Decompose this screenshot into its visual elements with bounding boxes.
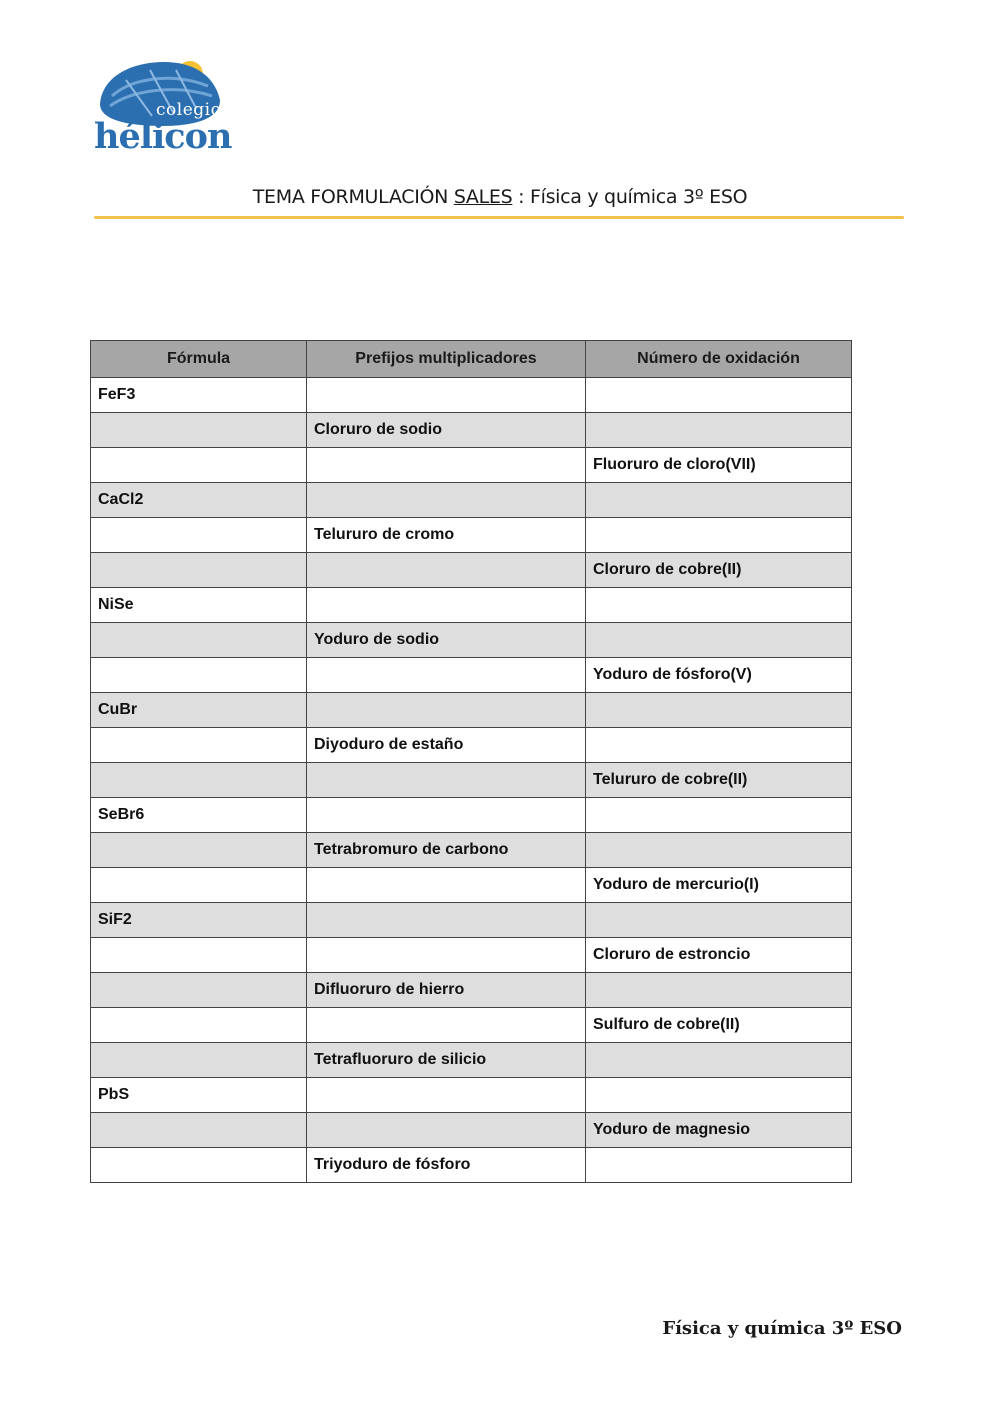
oxidation-cell[interactable] [586, 623, 852, 658]
oxidation-cell[interactable]: Sulfuro de cobre(II) [586, 1008, 852, 1043]
oxidation-cell[interactable] [586, 1043, 852, 1078]
table-row [91, 973, 852, 1008]
logo-brand-text: hélicon [94, 116, 232, 157]
header-rule [94, 216, 904, 219]
prefixes-cell[interactable] [307, 658, 586, 693]
table-row [91, 903, 852, 938]
oxidation-cell[interactable]: Yoduro de mercurio(I) [586, 868, 852, 903]
title-prefix: TEMA FORMULACIÓN [252, 186, 454, 208]
formulation-table [90, 340, 852, 1183]
formula-cell[interactable]: SiF2 [91, 903, 307, 938]
prefixes-cell[interactable]: Tetrafluoruro de silicio [307, 1043, 586, 1078]
prefixes-cell[interactable] [307, 693, 586, 728]
prefixes-cell[interactable]: Tetrabromuro de carbono [307, 833, 586, 868]
formula-cell[interactable]: SeBr6 [91, 798, 307, 833]
prefixes-cell[interactable] [307, 903, 586, 938]
formula-cell[interactable] [91, 448, 307, 483]
page-title [0, 186, 1000, 208]
formula-cell[interactable] [91, 728, 307, 763]
prefixes-cell[interactable] [307, 868, 586, 903]
footer-text: Física y química 3º ESO [662, 1318, 902, 1339]
oxidation-cell[interactable] [586, 903, 852, 938]
prefixes-cell[interactable] [307, 378, 586, 413]
prefixes-cell[interactable]: Triyoduro de fósforo [307, 1148, 586, 1183]
prefixes-cell[interactable] [307, 938, 586, 973]
formula-cell[interactable] [91, 413, 307, 448]
formula-cell[interactable] [91, 973, 307, 1008]
formula-cell[interactable]: CuBr [91, 693, 307, 728]
oxidation-cell[interactable] [586, 413, 852, 448]
formula-cell[interactable]: FeF3 [91, 378, 307, 413]
oxidation-cell[interactable]: Yoduro de magnesio [586, 1113, 852, 1148]
formula-cell[interactable]: NiSe [91, 588, 307, 623]
table-row [91, 518, 852, 553]
oxidation-cell[interactable]: Fluoruro de cloro(VII) [586, 448, 852, 483]
table-row [91, 658, 852, 693]
formula-cell[interactable]: PbS [91, 1078, 307, 1113]
table-row [91, 1078, 852, 1113]
formula-cell[interactable] [91, 553, 307, 588]
prefixes-cell[interactable] [307, 588, 586, 623]
table-row [91, 553, 852, 588]
oxidation-cell[interactable]: Yoduro de fósforo(V) [586, 658, 852, 693]
table-row [91, 448, 852, 483]
table-row [91, 1043, 852, 1078]
prefixes-cell[interactable]: Cloruro de sodio [307, 413, 586, 448]
column-header-prefixes: Prefijos multiplicadores [307, 341, 586, 378]
prefixes-cell[interactable] [307, 763, 586, 798]
table-header-row [91, 341, 852, 378]
formula-cell[interactable] [91, 1043, 307, 1078]
formula-cell[interactable]: CaCl2 [91, 483, 307, 518]
formula-cell[interactable] [91, 763, 307, 798]
table-row [91, 798, 852, 833]
formula-cell[interactable] [91, 1148, 307, 1183]
prefixes-cell[interactable]: Yoduro de sodio [307, 623, 586, 658]
prefixes-cell[interactable] [307, 448, 586, 483]
oxidation-cell[interactable]: Cloruro de estroncio [586, 938, 852, 973]
table-row [91, 868, 852, 903]
prefixes-cell[interactable] [307, 483, 586, 518]
table-row [91, 1113, 852, 1148]
formula-cell[interactable] [91, 518, 307, 553]
oxidation-cell[interactable] [586, 833, 852, 868]
formula-cell[interactable] [91, 938, 307, 973]
oxidation-cell[interactable] [586, 693, 852, 728]
oxidation-cell[interactable]: Telururo de cobre(II) [586, 763, 852, 798]
table-row [91, 1008, 852, 1043]
prefixes-cell[interactable] [307, 553, 586, 588]
table-row [91, 763, 852, 798]
table-row [91, 378, 852, 413]
prefixes-cell[interactable]: Telururo de cromo [307, 518, 586, 553]
table-row [91, 623, 852, 658]
school-logo [92, 56, 232, 166]
prefixes-cell[interactable] [307, 1078, 586, 1113]
oxidation-cell[interactable] [586, 1148, 852, 1183]
oxidation-cell[interactable] [586, 518, 852, 553]
column-header-formula: Fórmula [91, 341, 307, 378]
oxidation-cell[interactable] [586, 378, 852, 413]
formula-cell[interactable] [91, 868, 307, 903]
table-row [91, 588, 852, 623]
table-row [91, 728, 852, 763]
formula-cell[interactable] [91, 623, 307, 658]
table-row [91, 483, 852, 518]
oxidation-cell[interactable] [586, 973, 852, 1008]
logo-small-text: colegio [156, 100, 222, 120]
prefixes-cell[interactable]: Difluoruro de hierro [307, 973, 586, 1008]
table-row [91, 833, 852, 868]
formula-cell[interactable] [91, 1008, 307, 1043]
title-suffix: : Física y química 3º ESO [512, 186, 748, 208]
formula-cell[interactable] [91, 833, 307, 868]
table-row [91, 693, 852, 728]
prefixes-cell[interactable]: Diyoduro de estaño [307, 728, 586, 763]
prefixes-cell[interactable] [307, 1008, 586, 1043]
formula-cell[interactable] [91, 1113, 307, 1148]
oxidation-cell[interactable] [586, 1078, 852, 1113]
oxidation-cell[interactable] [586, 483, 852, 518]
oxidation-cell[interactable] [586, 588, 852, 623]
oxidation-cell[interactable] [586, 798, 852, 833]
title-sales: SALES [453, 186, 513, 208]
oxidation-cell[interactable] [586, 728, 852, 763]
table-row [91, 1148, 852, 1183]
column-header-oxidation: Número de oxidación [586, 341, 852, 378]
table-row [91, 938, 852, 973]
prefixes-cell[interactable] [307, 1113, 586, 1148]
oxidation-cell[interactable]: Cloruro de cobre(II) [586, 553, 852, 588]
formula-cell[interactable] [91, 658, 307, 693]
prefixes-cell[interactable] [307, 798, 586, 833]
table-row [91, 413, 852, 448]
